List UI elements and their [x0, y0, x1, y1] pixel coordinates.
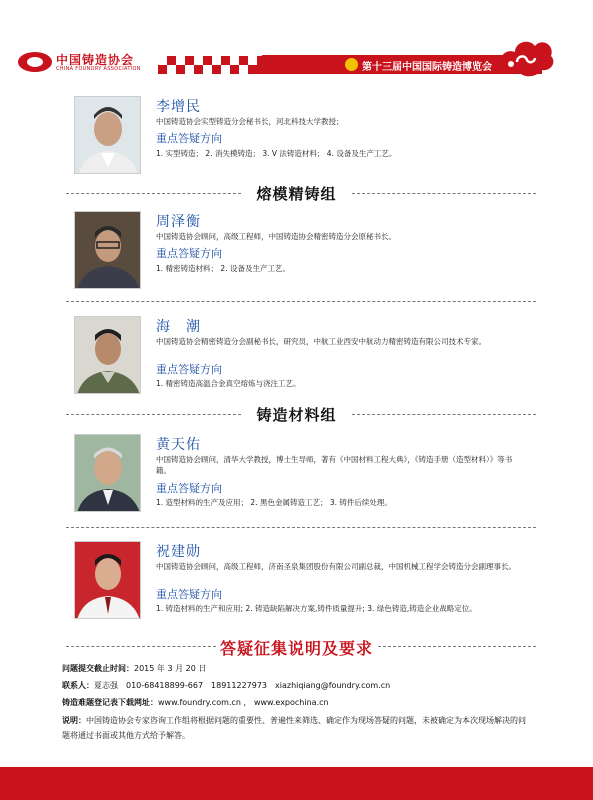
contact-line [62, 680, 390, 691]
deadline-line [62, 663, 206, 674]
focus-text: 1. 精密铸造材料； 2. 设备及生产工艺。 [156, 264, 290, 273]
divider [66, 527, 536, 528]
group-title-investment: 熔模精铸组 [256, 185, 337, 203]
expert-name: 李增民 [156, 99, 201, 115]
focus-label: 重点答疑方向 [156, 588, 222, 601]
logo-title: 中国铸造协会 [56, 53, 135, 67]
expert-name: 海 潮 [156, 319, 201, 335]
download-links[interactable]: www.foundry.com.cn ， www.expochina.cn [158, 698, 329, 707]
expert-name: 祝建勋 [156, 544, 201, 560]
expert-description: 中国铸造协会精密铸造分会副秘书长，研究员，中航工业西安中航动力精密铸造有限公司技术专家。 [156, 337, 486, 346]
download-line [62, 697, 329, 708]
group-title-materials: 铸造材料组 [256, 406, 337, 424]
page-footer-bar [0, 767, 593, 800]
expert-photo [74, 434, 141, 512]
expert-description: 中国铸造协会顾问，高级工程师，济南圣泉集团股份有限公司副总裁，中国机械工程学会铸造分会副理事长。 [156, 562, 516, 571]
expert-name: 周泽衡 [156, 214, 201, 230]
deadline-label: 问题提交截止时间： [62, 664, 134, 673]
page-header [0, 0, 593, 88]
note-label: 说明： [62, 716, 86, 725]
deadline-value: 2015 年 3 月 20 日 [134, 664, 207, 673]
focus-text: 1. 造型材料的生产及应用； 2. 黑色金属铸造工艺； 3. 铸件后续处理。 [156, 498, 392, 507]
download-label: 铸造难题登记表下载网址： [62, 698, 158, 707]
focus-label: 重点答疑方向 [156, 482, 222, 495]
expo-title: 第十三届中国国际铸造博览会 [362, 62, 492, 73]
divider [352, 193, 536, 194]
note-text: 中国铸造协会专家咨询工作组将根据问题的重要性、普遍性来筛选、确定作为现场答疑的问题，未被确定为本次现场解决的问题将通过书面或其他方式给予解答。 [62, 716, 526, 740]
checker-pattern [158, 56, 268, 74]
divider [66, 301, 536, 302]
expert-photo [74, 211, 141, 289]
expert-description: 中国铸造协会顾问，高级工程师，中国铸造协会精密铸造分会原秘书长。 [156, 232, 396, 241]
expert-photo [74, 316, 141, 394]
contact-value[interactable]: 夏志强 010-68418899-667 18911227973 xiazhiqiang@foundry.com.cn [94, 681, 391, 690]
expert-card [74, 96, 534, 178]
expert-photo [74, 96, 141, 174]
divider [352, 414, 536, 415]
focus-text: 1. 铸造材料的生产和应用; 2. 铸造缺陷解决方案,铸件质量提升; 3. 绿色铸造,铸造企业战略定位。 [156, 604, 477, 613]
auspicious-cloud-icon [497, 36, 557, 80]
expert-card [74, 316, 534, 398]
focus-label: 重点答疑方向 [156, 247, 222, 260]
expert-card [74, 434, 534, 516]
contact-label: 联系人： [62, 681, 94, 690]
cfa-logo-icon [18, 52, 52, 72]
focus-text: 1. 实型铸造； 2. 消失模铸造； 3. V 法铸造材料； 4. 设备及生产工艺。 [156, 149, 397, 158]
focus-label: 重点答疑方向 [156, 363, 222, 376]
focus-label: 重点答疑方向 [156, 132, 222, 145]
expert-card [74, 541, 534, 623]
expo-badge-icon [345, 58, 358, 71]
note-paragraph [62, 713, 532, 743]
divider [378, 646, 536, 647]
requirements-title: 答疑征集说明及要求 [219, 639, 373, 658]
focus-text: 1. 精密铸造高温合金真空熔炼与浇注工艺。 [156, 379, 301, 388]
logo-subtitle: CHINA FOUNDRY ASSOCIATION [56, 66, 141, 72]
expert-card [74, 211, 534, 293]
expert-name: 黄天佑 [156, 437, 201, 453]
expert-description: 中国铸造协会实型铸造分会秘书长，河北科技大学教授； [156, 117, 344, 126]
expert-photo [74, 541, 141, 619]
expert-description: 中国铸造协会顾问，清华大学教授，博士生导师，著有《中国材料工程大典》，《铸造手册（造型材料）》等书籍。 [156, 455, 513, 475]
